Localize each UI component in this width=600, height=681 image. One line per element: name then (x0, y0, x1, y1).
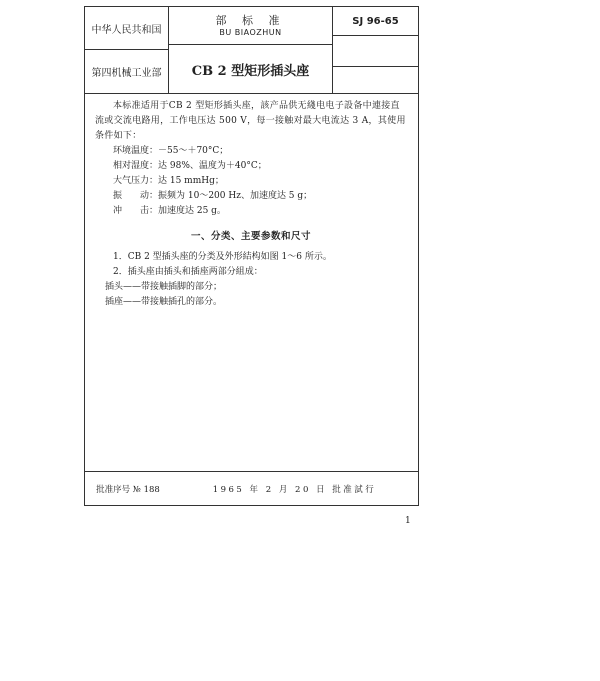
condition-vibration: 振 动：振频为 10～200 Hz、加速度达 5 g； (113, 191, 313, 201)
page-number: 1 (405, 516, 411, 526)
ministry-name: 第四机械工业部 (85, 50, 169, 93)
standard-code: SJ 96-65 (333, 7, 418, 36)
document-title: CB 2 型矩形插头座 (169, 45, 333, 93)
intro-paragraph: 本标准适用于CB 2 型矩形插头座，該产品供无綫电电子設备中連接直流或交流电路用，工作电压达 500 V，每一接触对最大电流达 3 A，其使用条件如下： (95, 101, 406, 141)
section-paragraph: 1．CB 2 型插头座的分类及外形結构如图 1～6 所示。 (113, 252, 332, 262)
document-body (95, 99, 407, 310)
section-paragraph: 2．插头座由插头和插座两部分組成： (113, 267, 263, 277)
condition-temperature: 环境温度：－55～＋70°C； (113, 146, 229, 156)
condition-pressure: 大气压力：达 15 mmHg； (113, 176, 224, 186)
condition-humidity: 相对湿度：达 98%、温度为＋40°C； (113, 161, 267, 171)
header-blank-cell (333, 67, 418, 93)
footer-table (85, 471, 418, 506)
condition-shock: 冲 击：加速度达 25 g。 (113, 206, 226, 216)
header-table (85, 7, 418, 94)
approval-date: 1965 年 2 月 20 日 批准試行 (212, 485, 377, 495)
country-name: 中华人民共和国 (85, 7, 169, 50)
standard-page-frame (84, 6, 419, 506)
section-paragraph: 插座——带接触插孔的部分。 (105, 297, 223, 307)
approval-number: 批准序号 № 188 (96, 485, 160, 495)
standard-type-cn: 部 标 准 (215, 13, 286, 27)
section-paragraph: 插头——带接触插脚的部分； (105, 282, 223, 292)
standard-type-pinyin: BU BIAOZHUN (219, 27, 282, 37)
section-title: 一、分类、主要参数和尺寸 (190, 231, 311, 242)
standard-type (169, 7, 333, 45)
header-blank-cell (333, 36, 418, 67)
